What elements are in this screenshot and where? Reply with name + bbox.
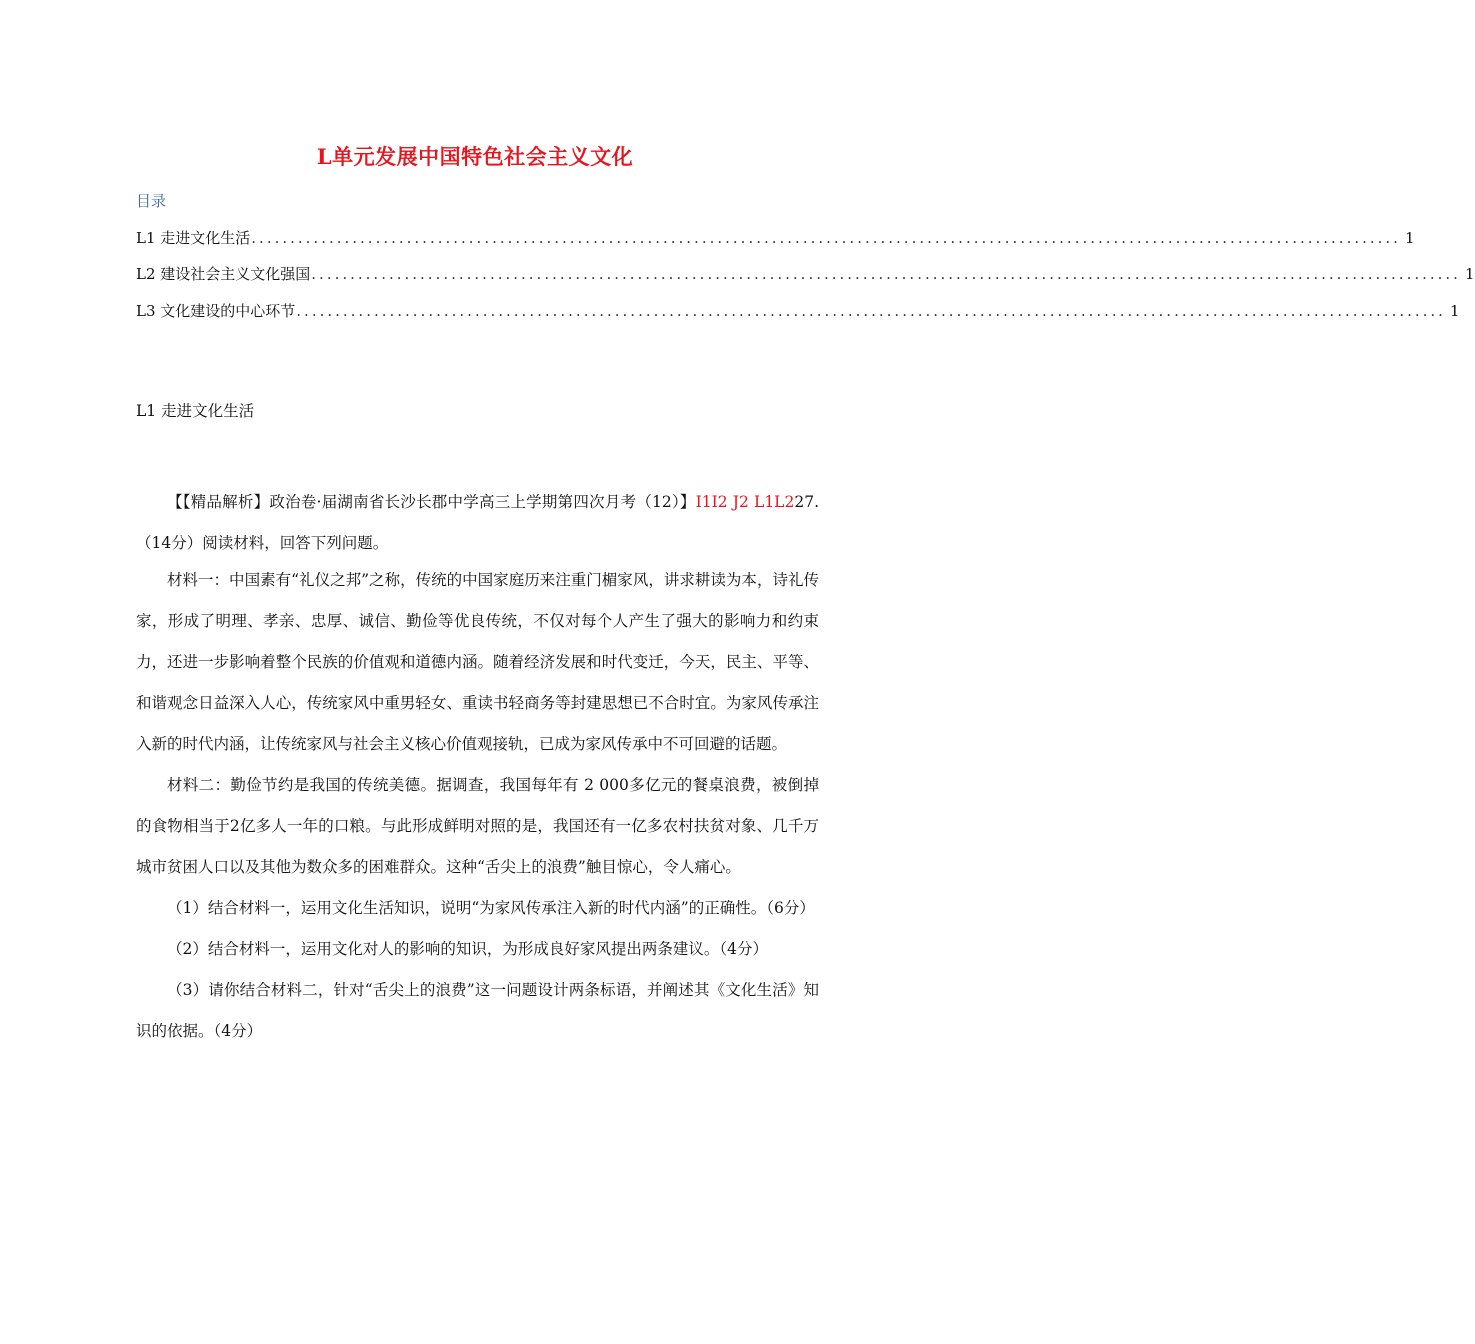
question-source-paragraph: [136, 482, 819, 564]
toc-leader-dots: ....................................................................................................................................................: [251, 229, 1401, 247]
toc-page-number: 1: [1464, 265, 1475, 283]
toc-entry-text: L1 走进文化生活: [136, 229, 251, 247]
toc-page-number: 1: [1449, 302, 1460, 320]
question-codes: I1I2 J2 L1L2: [695, 493, 795, 511]
question-source: 【【精品解析】政治卷·届湖南省长沙长郡中学高三上学期第四次月考（12）】: [167, 493, 696, 511]
section-heading: L1 走进文化生活: [136, 402, 255, 420]
toc-entry-text: L2 建设社会主义文化强国: [136, 265, 311, 283]
toc-page-number: 1: [1404, 229, 1415, 247]
sub-question-3: （3）请你结合材料二，针对“舌尖上的浪费”这一问题设计两条标语，并阐述其《文化生活》知识的依据。（4分）: [136, 981, 819, 1040]
sub-question-2: （2）结合材料一，运用文化对人的影响的知识，为形成良好家风提出两条建议。（4分）: [167, 940, 768, 958]
question-intro: 27. （14分）阅读材料，回答下列问题。: [136, 493, 819, 552]
toc-entry-l2[interactable]: [136, 261, 1475, 287]
toc-leader-dots: ....................................................................................................................................................: [311, 265, 1461, 283]
material-two: 材料二：勤俭节约是我国的传统美德。据调查，我国每年有 2 000多亿元的餐桌浪费，被倒掉的食物相当于2亿多人一年的口粮。与此形成鲜明对照的是，我国还有一亿多农村扶贫对象、几千万城市贫困人口以及其他为数众多的困难群众。这种“舌尖上的浪费”触目惊心，令人痛心。: [136, 776, 819, 876]
toc-entry-l3[interactable]: [136, 298, 1460, 324]
page-title: L单元发展中国特色社会主义文化: [316, 144, 634, 169]
question-source-block: [136, 482, 819, 564]
question-materials-block: [136, 560, 819, 1052]
toc-entry-l1[interactable]: [136, 225, 1415, 251]
material-one: 材料一：中国素有“礼仪之邦”之称，传统的中国家庭历来注重门楣家风，讲求耕读为本，诗礼传家，形成了明理、孝亲、忠厚、诚信、勤俭等优良传统，不仅对每个人产生了强大的影响力和约束力，还进一步影响着整个民族的价值观和道德内涵。随着经济发展和时代变迁，今天，民主、平等、和谐观念日益深入人心，传统家风中重男轻女、重读书轻商务等封建思想已不合时宜。为家风传承注入新的时代内涵，让传统家风与社会主义核心价值观接轨，已成为家风传承中不可回避的话题。: [136, 571, 819, 753]
sub-question-1: （1）结合材料一，运用文化生活知识，说明“为家风传承注入新的时代内涵”的正确性。（6分）: [167, 899, 815, 917]
toc-entry-text: L3 文化建设的中心环节: [136, 302, 296, 320]
toc-leader-dots: ....................................................................................................................................................: [296, 302, 1446, 320]
toc-heading: 目录: [136, 192, 167, 210]
